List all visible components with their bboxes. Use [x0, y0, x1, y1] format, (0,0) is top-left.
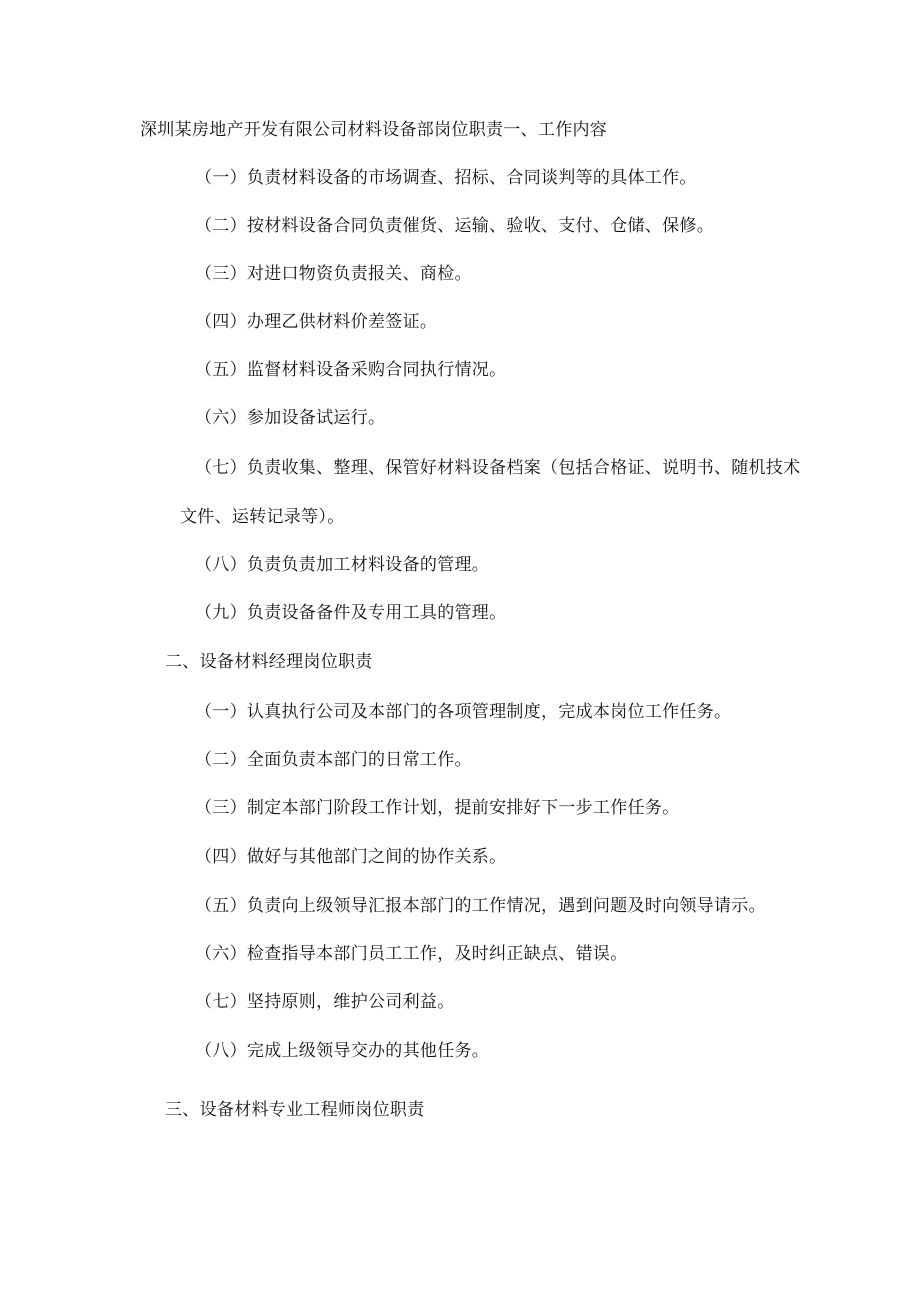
section1-item-3: （三）对进口物资负责报关、商检。	[195, 264, 472, 284]
section1-item-7-continued: 文件、运转记录等）。	[180, 507, 345, 527]
section2-heading: 二、设备材料经理岗位职责	[165, 652, 373, 672]
section2-item-8: （八）完成上级领导交办的其他任务。	[195, 1041, 490, 1061]
section1-item-7: （七）负责收集、整理、保管好材料设备档案（包括合格证、说明书、随机技术	[195, 458, 801, 478]
section1-item-4: （四）办理乙供材料价差签证。	[195, 312, 438, 332]
section2-item-2: （二）全面负责本部门的日常工作。	[195, 750, 472, 770]
document-title: 深圳某房地产开发有限公司材料设备部岗位职责一、工作内容	[140, 120, 608, 140]
section2-item-1: （一）认真执行公司及本部门的各项管理制度，完成本岗位工作任务。	[195, 702, 732, 722]
section2-item-3: （三）制定本部门阶段工作计划，提前安排好下一步工作任务。	[195, 798, 680, 818]
section2-item-7: （七）坚持原则，维护公司利益。	[195, 992, 455, 1012]
section3-heading: 三、设备材料专业工程师岗位职责	[165, 1100, 425, 1120]
section1-item-5: （五）监督材料设备采购合同执行情况。	[195, 360, 507, 380]
section2-item-5: （五）负责向上级领导汇报本部门的工作情况，遇到问题及时向领导请示。	[195, 896, 766, 916]
section1-item-6: （六）参加设备试运行。	[195, 408, 386, 428]
section1-item-8: （八）负责负责加工材料设备的管理。	[195, 555, 490, 575]
section1-item-1: （一）负责材料设备的市场调查、招标、合同谈判等的具体工作。	[195, 168, 697, 188]
section2-item-4: （四）做好与其他部门之间的协作关系。	[195, 847, 507, 867]
section1-item-2: （二）按材料设备合同负责催货、运输、验收、支付、仓储、保修。	[195, 216, 714, 236]
section2-item-6: （六）检查指导本部门员工工作，及时纠正缺点、错误。	[195, 944, 628, 964]
section1-item-9: （九）负责设备备件及专用工具的管理。	[195, 603, 507, 623]
